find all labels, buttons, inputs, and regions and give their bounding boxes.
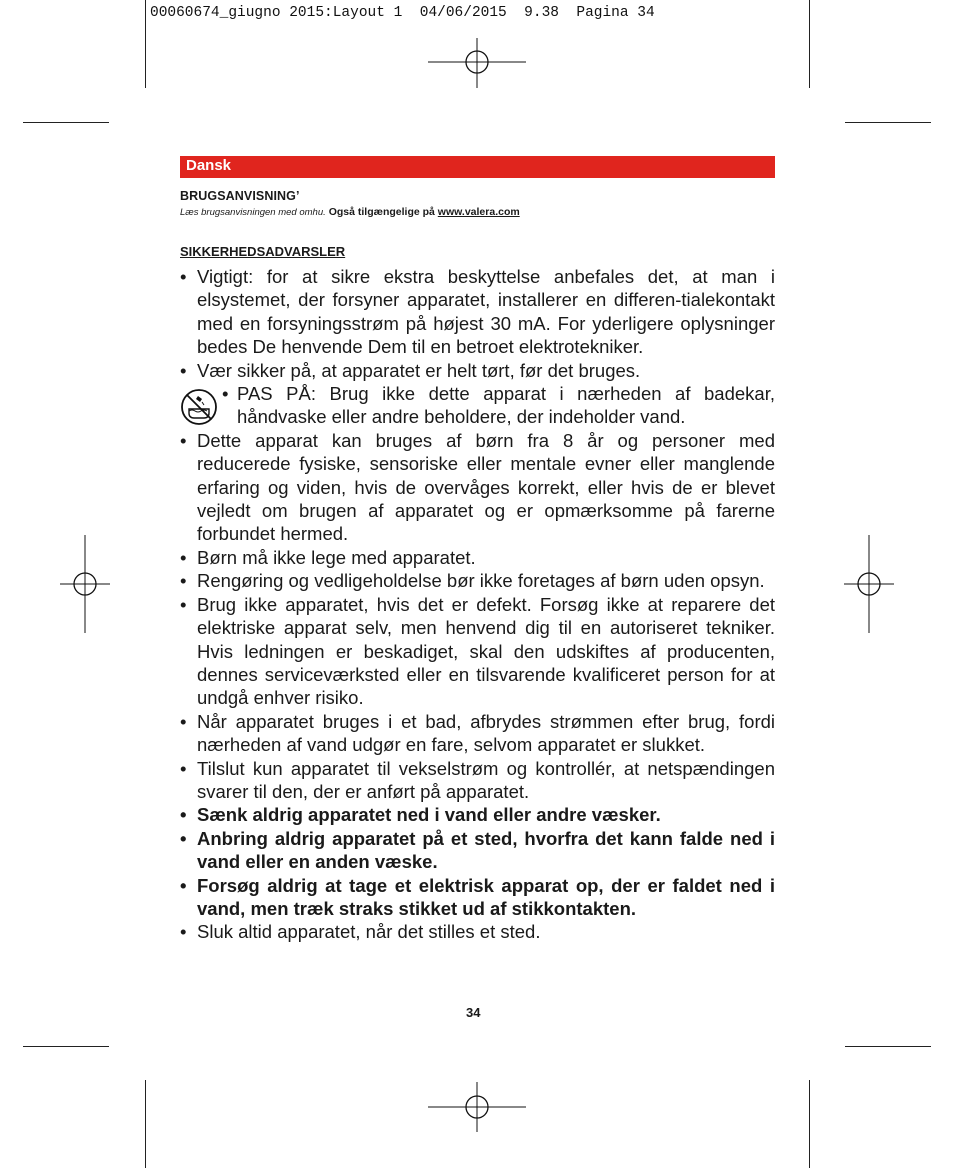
list-item-text: Børn må ikke lege med apparatet. [197,546,476,568]
crop-mark [145,1080,146,1168]
crop-mark [809,1080,810,1168]
list-item-text: Når apparatet bruges i et bad, afbrydes strømmen efter brug, fordi nærheden af vand udgør en fare, selvom apparatet er slukket. [197,710,775,756]
bullet: • [180,546,187,568]
crop-mark [845,122,931,123]
bullet: • [180,266,187,287]
list-item [180,382,775,429]
safety-warnings-list [180,265,775,944]
bullet: • [180,757,187,779]
list-item-text: Dette apparat kan bruges af børn fra 8 år og personer med reducerede fysiske, sensoriske eller mentale evner eller manglende erfaring og viden, hvis de overvåges korrekt, eller hvis de er blevet vejledt om brugen af apparatet og er opmærksomme på farerne forbundet hermed. [197,429,775,545]
language-bar [180,156,775,178]
bullet: • [180,429,187,451]
list-item-text: Sluk altid apparatet, når det stilles et sted. [197,921,541,943]
bullet: • [180,710,187,732]
list-item [180,803,775,826]
language-label: Dansk [186,157,232,174]
list-item [180,359,775,382]
list-item [180,920,775,943]
crop-mark [845,1046,931,1047]
list-item [180,265,775,359]
read-instructions-line [180,206,520,218]
page-number: 34 [466,1005,481,1020]
bullet: • [180,804,187,826]
crop-mark [809,0,810,88]
website-link[interactable]: www.valera.com [437,206,520,218]
crop-mark [145,0,146,88]
list-item [180,874,775,921]
bullet: • [180,827,187,849]
list-item-text: Forsøg aldrig at tage et elektrisk apparat op, der er faldet ned i vand, men træk straks stikket ud af stikkontakten. [197,874,775,919]
list-item-text: Vigtigt: for at sikre ekstra beskyttelse anbefales det, at man i elsystemet, der forsyner apparatet, installerer en differen-tialekontakt med en forsyningsstrøm på højest 30 mA. For yderligere oplysninger bedes De henvende Dem til en betroet elektrotekniker. [197,266,775,358]
bullet: • [222,383,229,405]
bullet: • [180,570,187,592]
list-item-text: Anbring aldrig apparatet på et sted, hvorfra det kann falde ned i vand eller en anden væske. [197,827,775,873]
list-item [180,593,775,710]
bullet: • [180,921,187,943]
list-item [180,569,775,592]
bullet: • [180,874,187,896]
bullet: • [180,593,187,615]
crop-mark [23,122,109,123]
list-item-text: Sænk aldrig apparatet ned i vand eller andre væsker. [197,804,661,826]
registration-mark-left [60,535,110,633]
print-slug: 00060674_giugno 2015:Layout 1 04/06/2015 9.38 Pagina 34 [150,5,655,21]
read-carefully-text: Læs brugsanvisningen med omhu. [180,207,326,218]
list-item-text: PAS PÅ: Brug ikke dette apparat i nærheden af badekar, håndvaske eller andre beholdere, der indeholder vand. [237,383,775,428]
section-title: SIKKERHEDSADVARSLER [180,244,346,259]
bullet: • [180,359,187,381]
registration-mark-right [844,535,894,633]
list-item [180,757,775,804]
no-water-warning-icon [180,388,218,426]
list-item-text: Brug ikke apparatet, hvis det er defekt. Forsøg ikke at reparere det elektriske apparat selv, men henvend dig til en autoriseret tekniker. Hvis ledningen er beskadiget, skal den udskiftes af producenten, dennes serviceværksted eller en tilsvarende kvalificeret person for at undgå enhver risiko. [197,593,775,709]
list-item-text: Vær sikker på, at apparatet er helt tørt, før det bruges. [197,359,641,381]
manual-heading: BRUGSANVISNING’ [180,189,300,203]
crop-mark [23,1046,109,1047]
registration-mark-bottom [428,1082,526,1132]
list-item [180,546,775,569]
also-available-text: Også tilgængelige på [328,206,435,218]
list-item [180,429,775,546]
registration-mark-top [428,38,526,88]
list-item [180,710,775,757]
list-item-text: Tilslut kun apparatet til vekselstrøm og kontrollér, at netspændingen svarer til den, der er anført på apparatet. [197,757,775,802]
list-item-text: Rengøring og vedligeholdelse bør ikke foretages af børn uden opsyn. [197,570,765,592]
list-item [180,827,775,874]
